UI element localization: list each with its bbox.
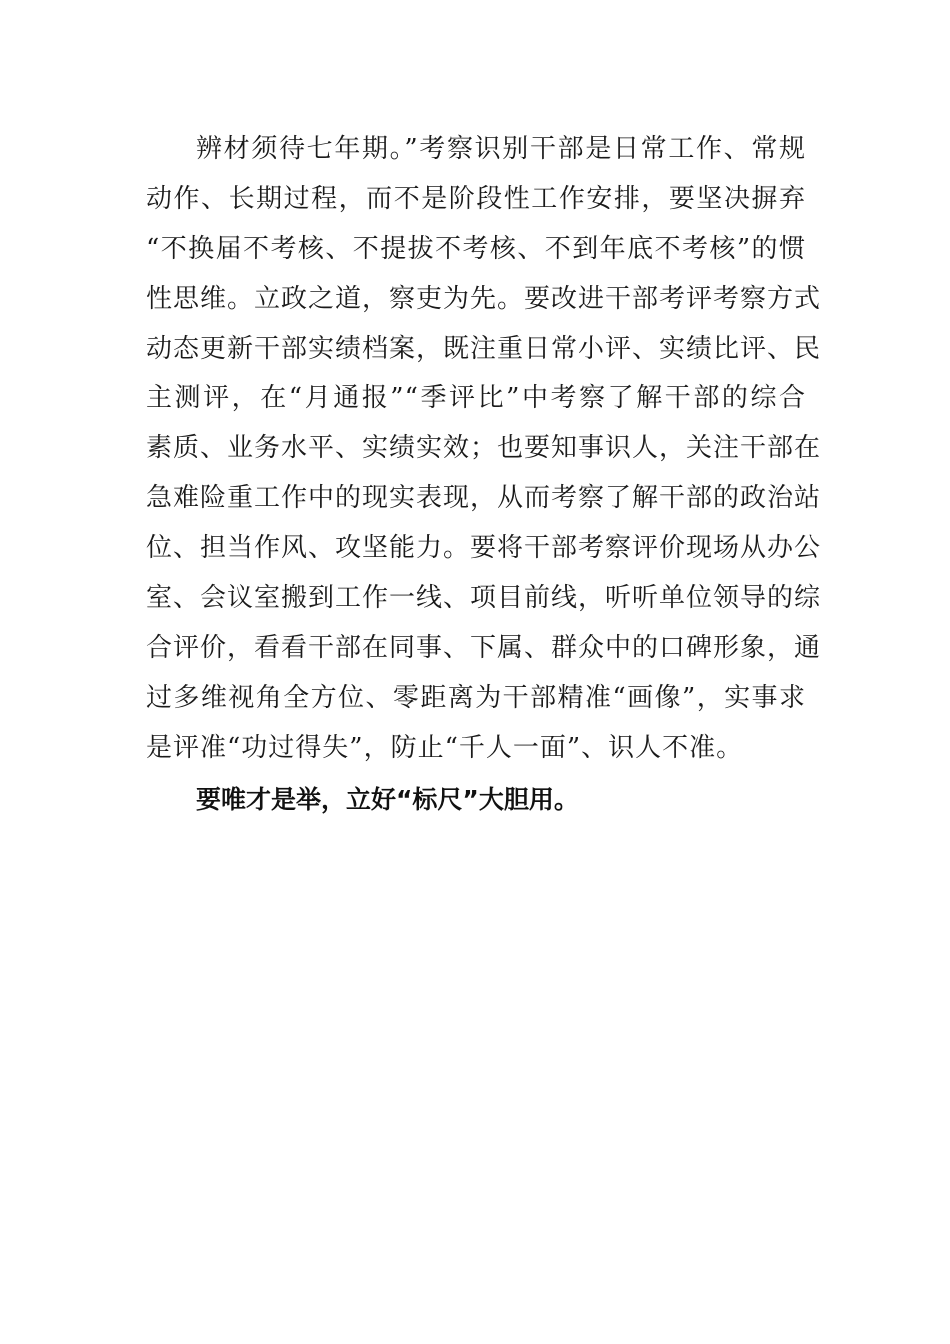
paragraph-line: 素质、业务水平、实绩实效；也要知事识人，关注干部在 [146, 433, 822, 464]
paragraph-line: 主测评，在“月通报”“季评比”中考察了解干部的综合 [146, 383, 806, 414]
paragraph-line: 位、担当作风、攻坚能力。要将干部考察评价现场从办公 [146, 533, 822, 564]
paragraph-line: 动作、长期过程，而不是阶段性工作安排，要坚决摒弃 [146, 183, 806, 214]
section-heading: 要唯才是举，立好“标尺”大胆用。 [196, 785, 579, 814]
paragraph-line: 室、会议室搬到工作一线、项目前线，听听单位领导的综 [146, 583, 822, 614]
paragraph-line: 动态更新干部实绩档案，既注重日常小评、实绩比评、民 [146, 333, 822, 364]
paragraph-line: 过多维视角全方位、零距离为干部精准“画像”，实事求 [146, 682, 806, 713]
paragraph-line: 急难险重工作中的现实表现，从而考察了解干部的政治站 [146, 483, 822, 514]
paragraph-line: 是评准“功过得失”，防止“千人一面”、识人不准。 [146, 732, 744, 763]
body-paragraph [146, 125, 822, 774]
paragraph-line: “不换届不考核、不提拔不考核、不到年底不考核”的惯 [146, 233, 806, 264]
paragraph-line: 辨材须待七年期。”考察识别干部是日常工作、常规 [196, 134, 806, 164]
paragraph-line: 性思维。立政之道，察吏为先。要改进干部考评考察方式 [146, 283, 822, 314]
paragraph-line: 合评价，看看干部在同事、下属、群众中的口碑形象，通 [146, 632, 822, 663]
